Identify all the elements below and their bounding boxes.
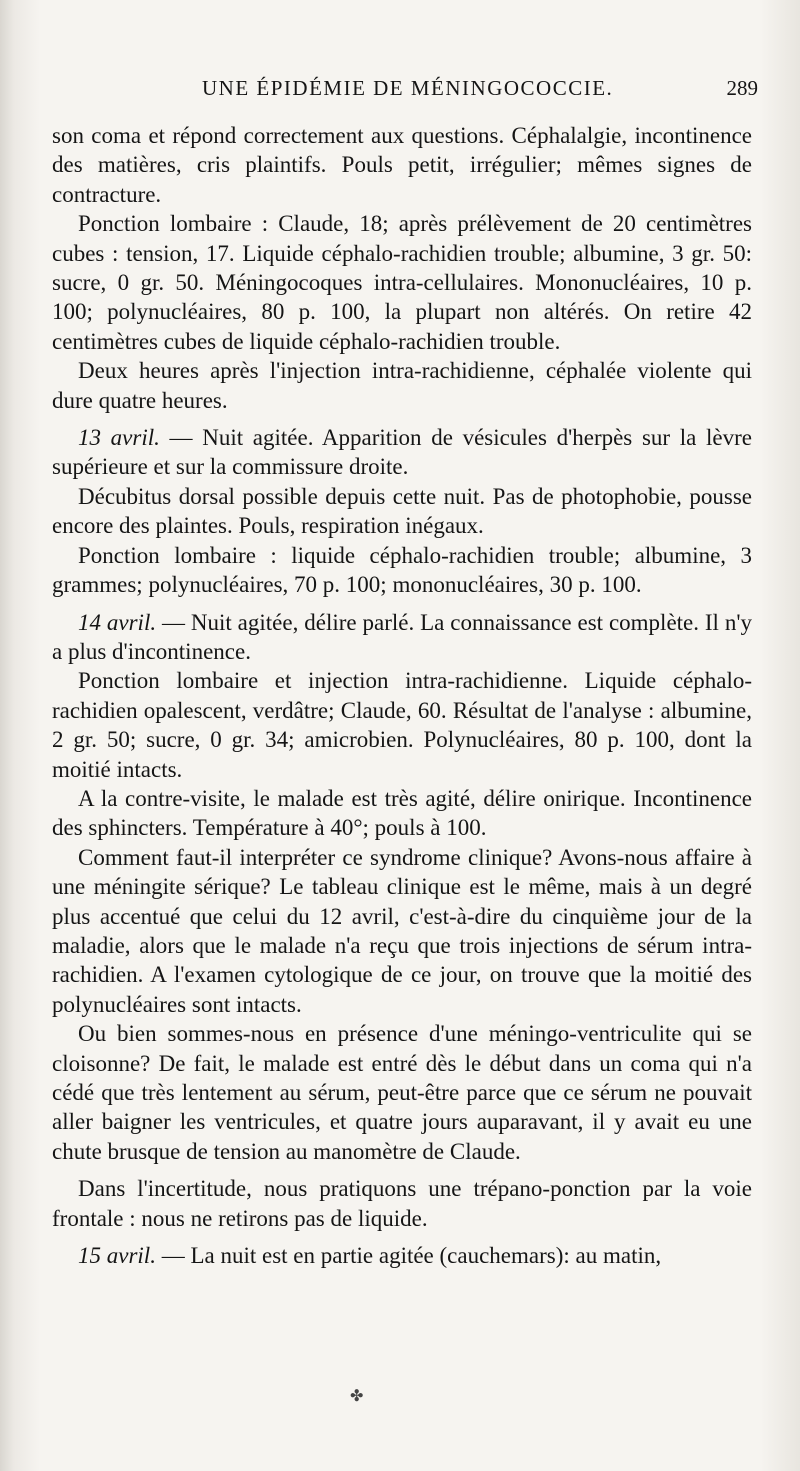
entry-date: 14 avril.: [78, 609, 157, 635]
paragraph: Comment faut-il interpréter ce syndrome clinique? Avons-nous affaire à une méningite sérique? Le tableau clinique est le même, mais à un degré plus accentué que celui du 12 avril, c'est-à-dire du cinquième jour de la maladie, alors que le malade n'a reçu que trois injections de sérum intra-rachidien. A l'examen cytologique de ce jour, on trouve que la moitié des polynucléaires sont intacts.: [52, 844, 752, 1017]
dated-entry: 14 avril. — Nuit agitée, délire parlé. La connaissance est complète. Il n'y a plus d'incontinence.: [52, 609, 752, 664]
entry-date: 15 avril.: [78, 1243, 156, 1269]
dated-entry: 15 avril. — La nuit est en partie agitée (cauchemars): au matin,: [78, 1243, 662, 1269]
paragraph: Ponction lombaire : Claude, 18; après prélèvement de 20 centimètres cubes : tension, 17. Liquide céphalo-rachidien trouble; albumine, 3 gr. 50: sucre, 0 gr. 50. Méningocoques intra-cellulaires. Mononucléaires, 10 p. 100; polynucléaires, 80 p. 100, la plupart non altérés. On retire 42 centimètres cubes de liquide céphalo-rachidien trouble.: [52, 211, 752, 354]
body-text: [52, 121, 752, 1270]
ink-speck: ✤: [350, 1388, 364, 1405]
page-header: [52, 76, 758, 106]
paragraph: A la contre-visite, le malade est très agité, délire onirique. Incontinence des sphincters. Température à 40°; pouls à 100.: [52, 785, 752, 841]
paragraph: Décubitus dorsal possible depuis cette nuit. Pas de photophobie, pousse encore des plaintes. Pouls, respiration inégaux.: [52, 483, 752, 539]
paragraph: Ponction lombaire et injection intra-rachidienne. Liquide céphalo-rachidien opalescent, verdâtre; Claude, 60. Résultat de l'analyse : albumine, 2 gr. 50; sucre, 0 gr. 34; amicrobien. Polynucléaires, 80 p. 100, dont la moitié intacts.: [52, 668, 752, 782]
page-number: 289: [726, 76, 758, 100]
paragraph: Deux heures après l'injection intra-rachidienne, céphalée violente qui dure quatre heures.: [52, 358, 752, 413]
paragraph: Ponction lombaire : liquide céphalo-rachidien trouble; albumine, 3 grammes; polynucléaires, 70 p. 100; mononucléaires, 30 p. 100.: [52, 542, 752, 598]
running-title: UNE ÉPIDÉMIE DE MÉNINGOCOCCIE.: [202, 76, 614, 100]
paragraph: son coma et répond correctement aux questions. Céphalalgie, incontinence des matières, cris plaintifs. Pouls petit, irrégulier; mêmes signes de contracture.: [52, 123, 752, 207]
dated-entry: 13 avril. — Nuit agitée. Apparition de vésicules d'herpès sur la lèvre supérieure et sur la commissure droite.: [52, 425, 752, 480]
paragraph: Dans l'incertitude, nous pratiquons une trépano-ponction par la voie frontale : nous ne retirons pas de liquide.: [52, 1176, 752, 1231]
paragraph: Ou bien sommes-nous en présence d'une méningo-ventriculite qui se cloisonne? De fait, le malade est entré dès le début dans un coma qui n'a cédé que très lentement au sérum, peut-être parce que ce sérum ne pouvait aller baigner les ventricules, et quatre jours auparavant, il y avait eu une chute brusque de tension au manomètre de Claude.: [52, 1021, 752, 1164]
entry-date: 13 avril.: [78, 425, 160, 451]
